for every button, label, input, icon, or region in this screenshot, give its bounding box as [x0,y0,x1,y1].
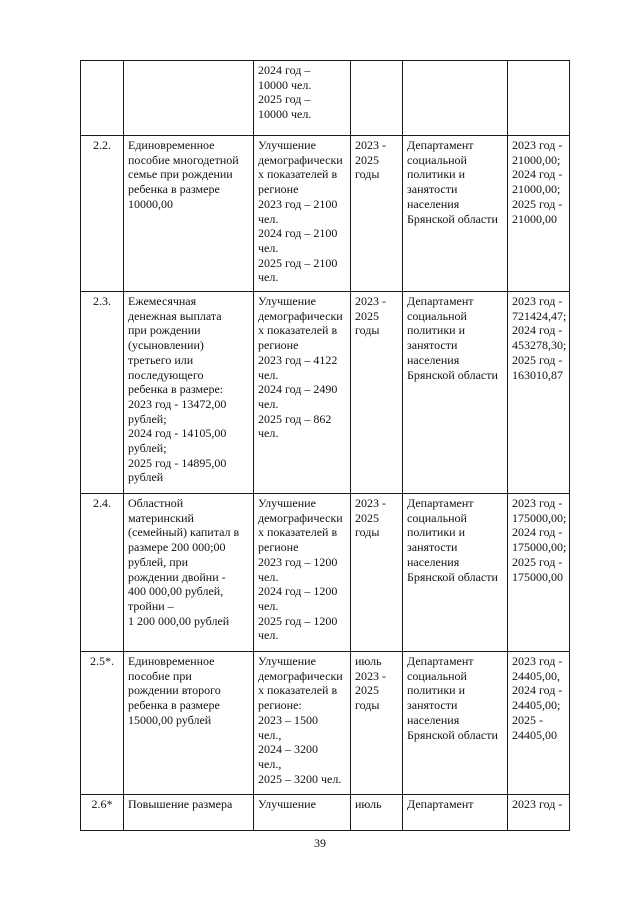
measure-cell: Повышение размера [124,795,254,831]
period-cell: 2023 - 2025 годы [351,136,403,292]
period-cell: июль 2023 - 2025 годы [351,652,403,795]
row-number-cell: 2.5*. [81,652,124,795]
period-cell: 2023 - 2025 годы [351,494,403,652]
measures-table [80,60,570,831]
executor-cell: Департамент социальной политики и занятости населения Брянской области [403,494,508,652]
measure-cell: Ежемесячная денежная выплата при рождении (усыновлении) третьего или последующего ребенка в размере: 2023 год - 13472,00 рублей; 2024 год - 14105,00 рублей; 2025 год - 14895,00 рублей [124,292,254,494]
funding-cell: 2023 год - [508,795,570,831]
measure-cell: Областной материнский (семейный) капитал в размере 200 000;00 рублей, при рождении двойни - 400 000,00 рублей, тройни – 1 200 000,00 рублей [124,494,254,652]
table-row [81,61,570,136]
measure-cell: Единовременное пособие многодетной семье при рождении ребенка в размере 10000,00 [124,136,254,292]
funding-cell: 2023 год - 21000,00; 2024 год - 21000,00; 2025 год - 21000,00 [508,136,570,292]
measure-cell [124,61,254,136]
executor-cell: Департамент социальной политики и занятости населения Брянской области [403,652,508,795]
period-cell: июль [351,795,403,831]
funding-cell: 2023 год - 721424,47; 2024 год - 453278,30; 2025 год - 163010,87 [508,292,570,494]
funding-cell: 2023 год - 24405,00, 2024 год - 24405,00; 2025 - 24405,00 [508,652,570,795]
row-number-cell: 2.6* [81,795,124,831]
result-cell: Улучшение демографически х показателей в регионе 2023 год – 1200 чел. 2024 год – 1200 чел. 2025 год – 1200 чел. [254,494,351,652]
result-cell: Улучшение демографически х показателей в регионе 2023 год – 4122 чел. 2024 год – 2490 чел. 2025 год – 862 чел. [254,292,351,494]
result-cell: 2024 год – 10000 чел. 2025 год – 10000 чел. [254,61,351,136]
result-cell: Улучшение [254,795,351,831]
funding-cell: 2023 год - 175000,00; 2024 год - 175000,00; 2025 год - 175000,00 [508,494,570,652]
table-row [81,292,570,494]
period-cell: 2023 - 2025 годы [351,292,403,494]
table-row [81,652,570,795]
executor-cell: Департамент [403,795,508,831]
executor-cell: Департамент социальной политики и занятости населения Брянской области [403,292,508,494]
page-number: 39 [314,836,326,850]
table-row [81,795,570,831]
row-number-cell: 2.4. [81,494,124,652]
funding-cell [508,61,570,136]
executor-cell [403,61,508,136]
result-cell: Улучшение демографически х показателей в регионе: 2023 – 1500 чел., 2024 – 3200 чел., 2025 – 3200 чел. [254,652,351,795]
period-cell [351,61,403,136]
row-number-cell: 2.3. [81,292,124,494]
measure-cell: Единовременное пособие при рождении второго ребенка в размере 15000,00 рублей [124,652,254,795]
table-row [81,494,570,652]
executor-cell: Департамент социальной политики и занятости населения Брянской области [403,136,508,292]
table-row [81,136,570,292]
result-cell: Улучшение демографически х показателей в регионе 2023 год – 2100 чел. 2024 год – 2100 чел. 2025 год – 2100 чел. [254,136,351,292]
row-number-cell [81,61,124,136]
row-number-cell: 2.2. [81,136,124,292]
